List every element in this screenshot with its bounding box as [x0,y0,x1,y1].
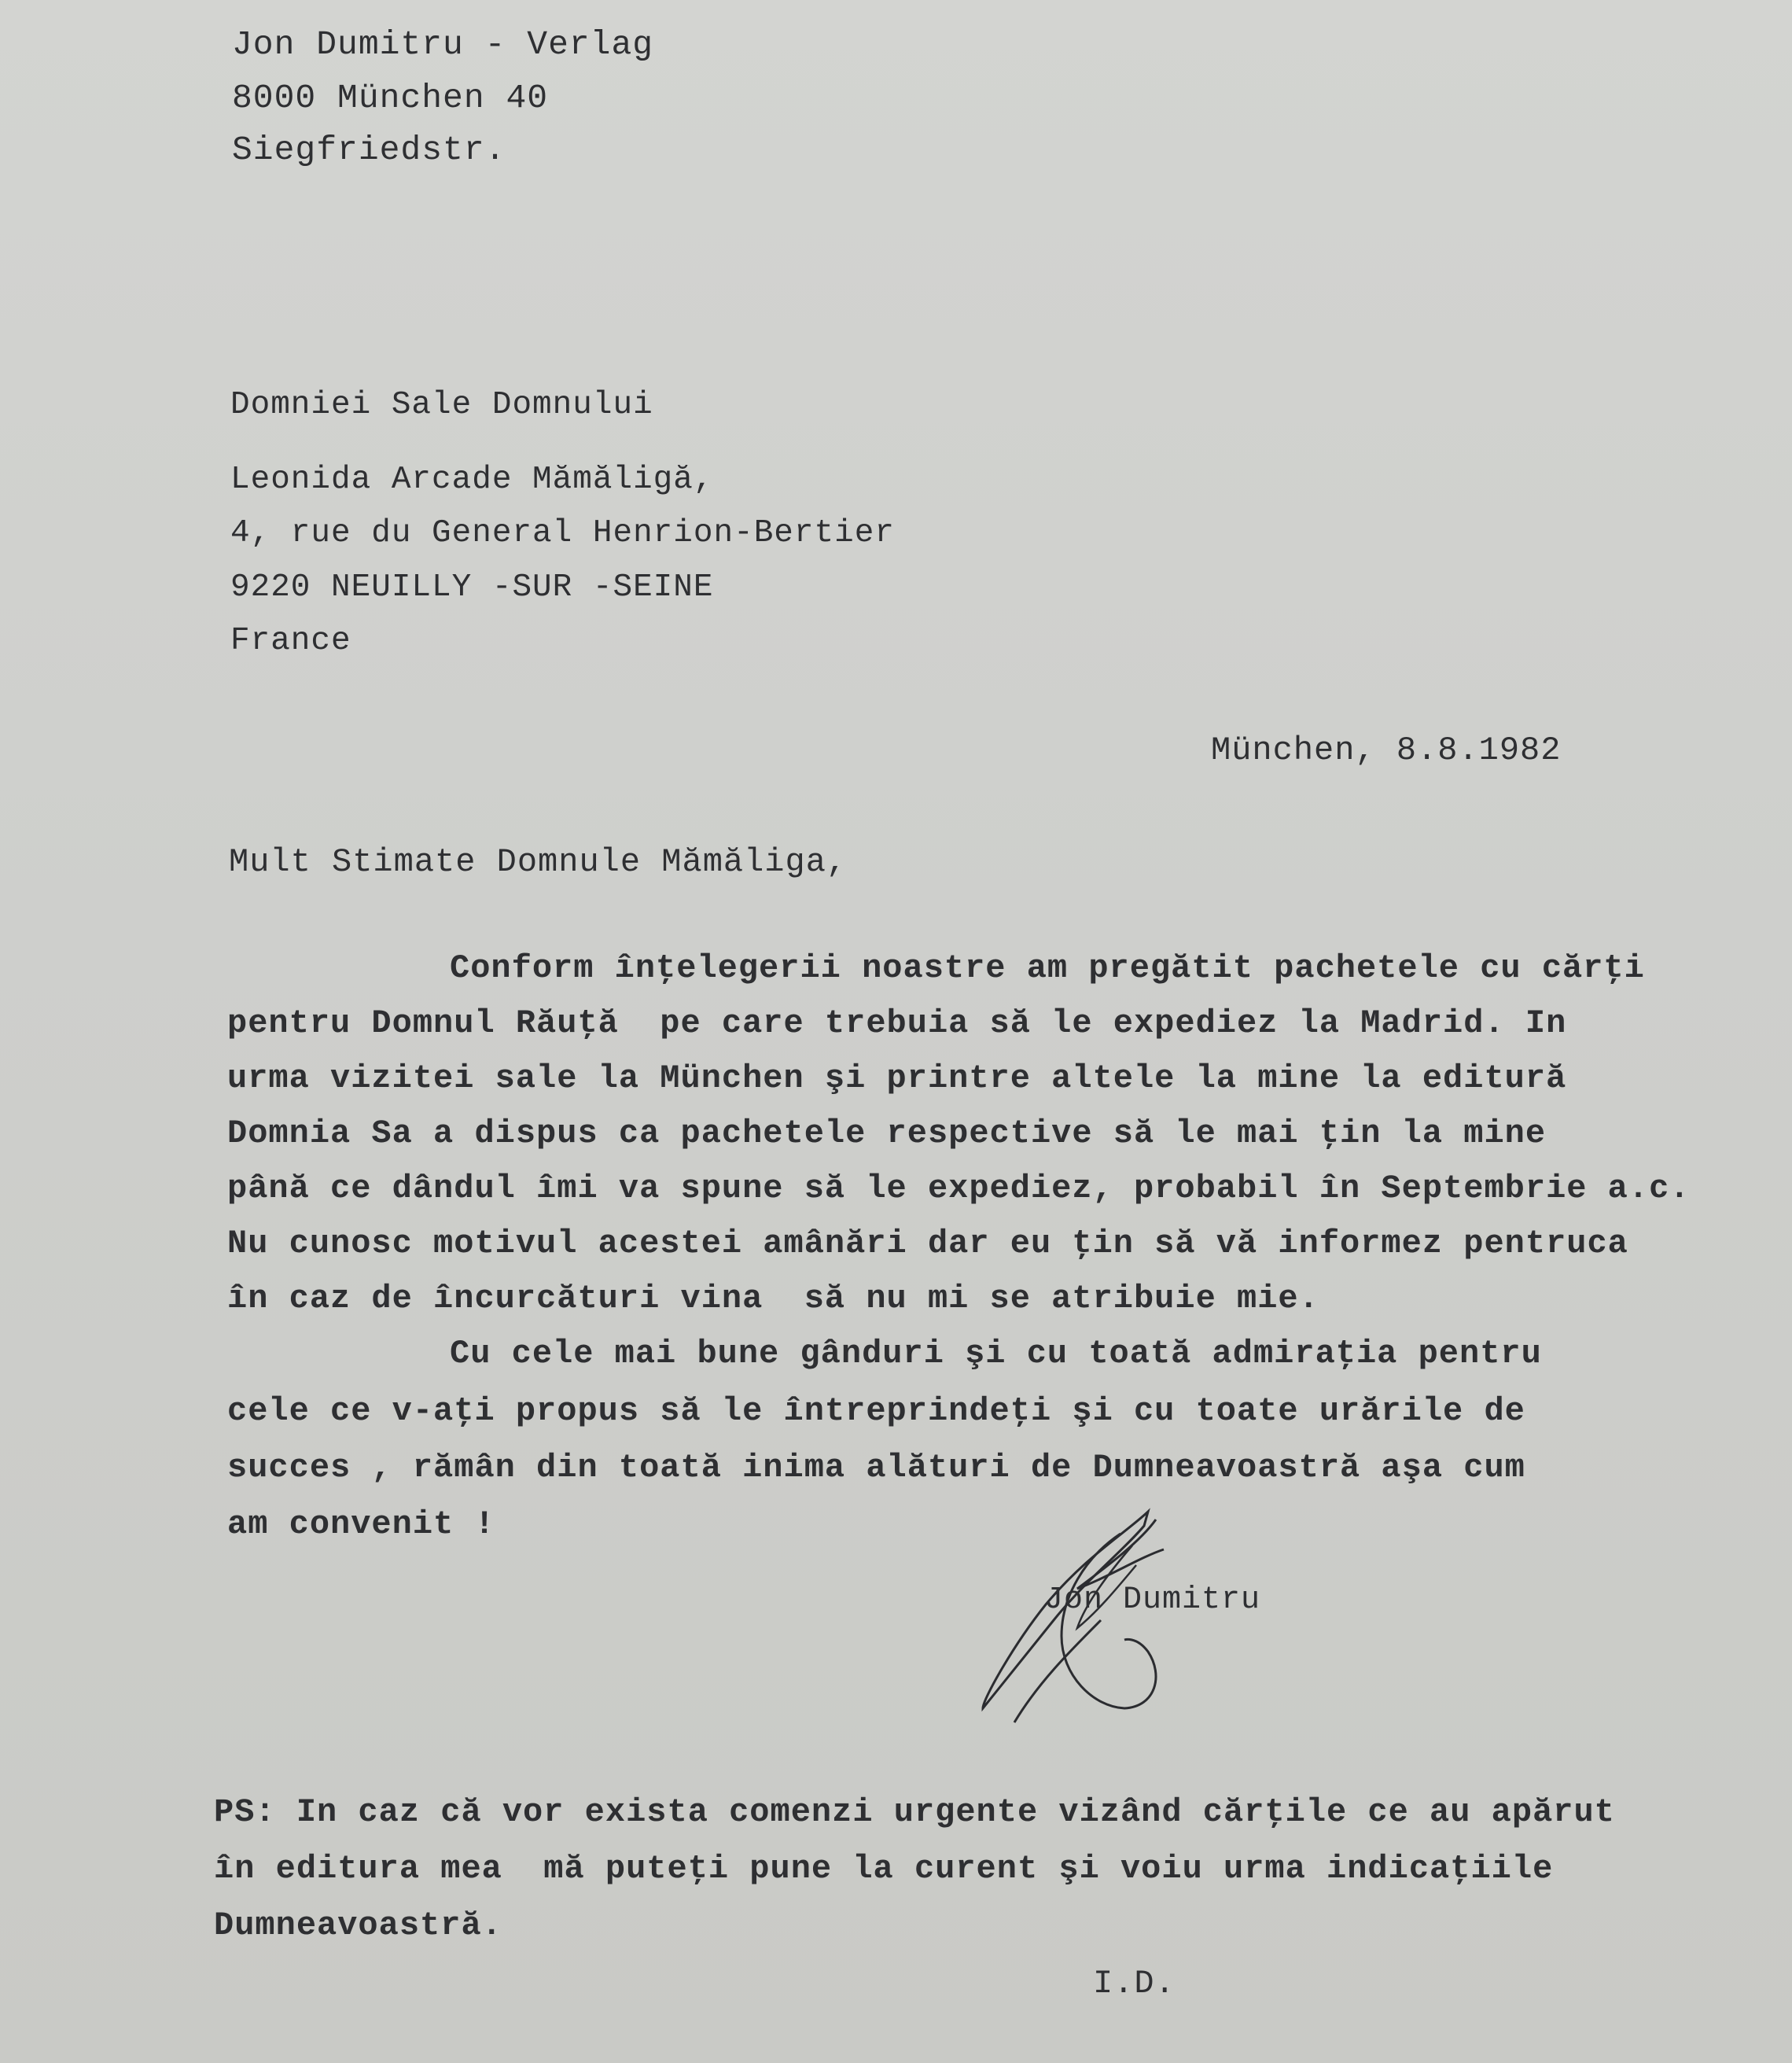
body-p1-line-7: în caz de încurcături vina să nu mi se atribuie mie. [227,1280,1319,1317]
body-p1-line-5: până ce dândul îmi va spune să le expediez, probabil în Septembrie a.c. [227,1170,1691,1207]
body-p2-line-2: cele ce v-aţi propus să le întreprindeţi şi cu toate urările de [227,1392,1525,1430]
recipient-street: 4, rue du General Henrion-Bertier [230,515,895,551]
closing-initials: I.D. [1093,1965,1176,2002]
body-p1-line-6: Nu cunosc motivul acestei amânări dar eu ţin să vă informez pentruca [227,1225,1628,1262]
signature-typed-name: Jon Dumitru [1044,1582,1261,1618]
letter-greeting: Mult Stimate Domnule Mămăliga, [229,843,848,881]
sender-line-3: Siegfriedstr. [232,131,506,169]
postscript-line-1: PS: In caz că vor exista comenzi urgente vizând cărţile ce au apărut [214,1793,1615,1831]
body-p1-line-4: Domnia Sa a dispus ca pachetele respective să le mai ţin la mine [227,1114,1547,1152]
recipient-country: France [230,623,351,659]
postscript-line-3: Dumneavoastră. [214,1906,502,1944]
body-p2-line-4: am convenit ! [227,1505,495,1543]
recipient-city: 9220 NEUILLY -SUR -SEINE [230,569,714,606]
body-p2-line-3: succes , rămân din toată inima alături de Dumneavoastră aşa cum [227,1449,1525,1486]
postscript-line-2: în editura mea mă puteţi pune la curent şi voiu urma indicaţiile [214,1850,1554,1888]
recipient-salutation-line: Domniei Sale Domnului [230,387,653,423]
body-p1-line-2: pentru Domnul Răuţă pe care trebuia să le expediez la Madrid. In [227,1004,1567,1042]
sender-line-2: 8000 München 40 [232,79,549,117]
sender-line-1: Jon Dumitru - Verlag [232,25,654,64]
body-p1-line-3: urma vizitei sale la München şi printre altele la mine la editură [227,1059,1567,1097]
body-p1-line-1: Conform înţelegerii noastre am pregătit pachetele cu cărţi [450,949,1645,987]
body-p2-line-1: Cu cele mai bune gânduri şi cu toată admiraţia pentru [450,1335,1542,1372]
letter-date: München, 8.8.1982 [1211,731,1562,769]
recipient-name: Leonida Arcade Mămăligă, [230,462,714,498]
